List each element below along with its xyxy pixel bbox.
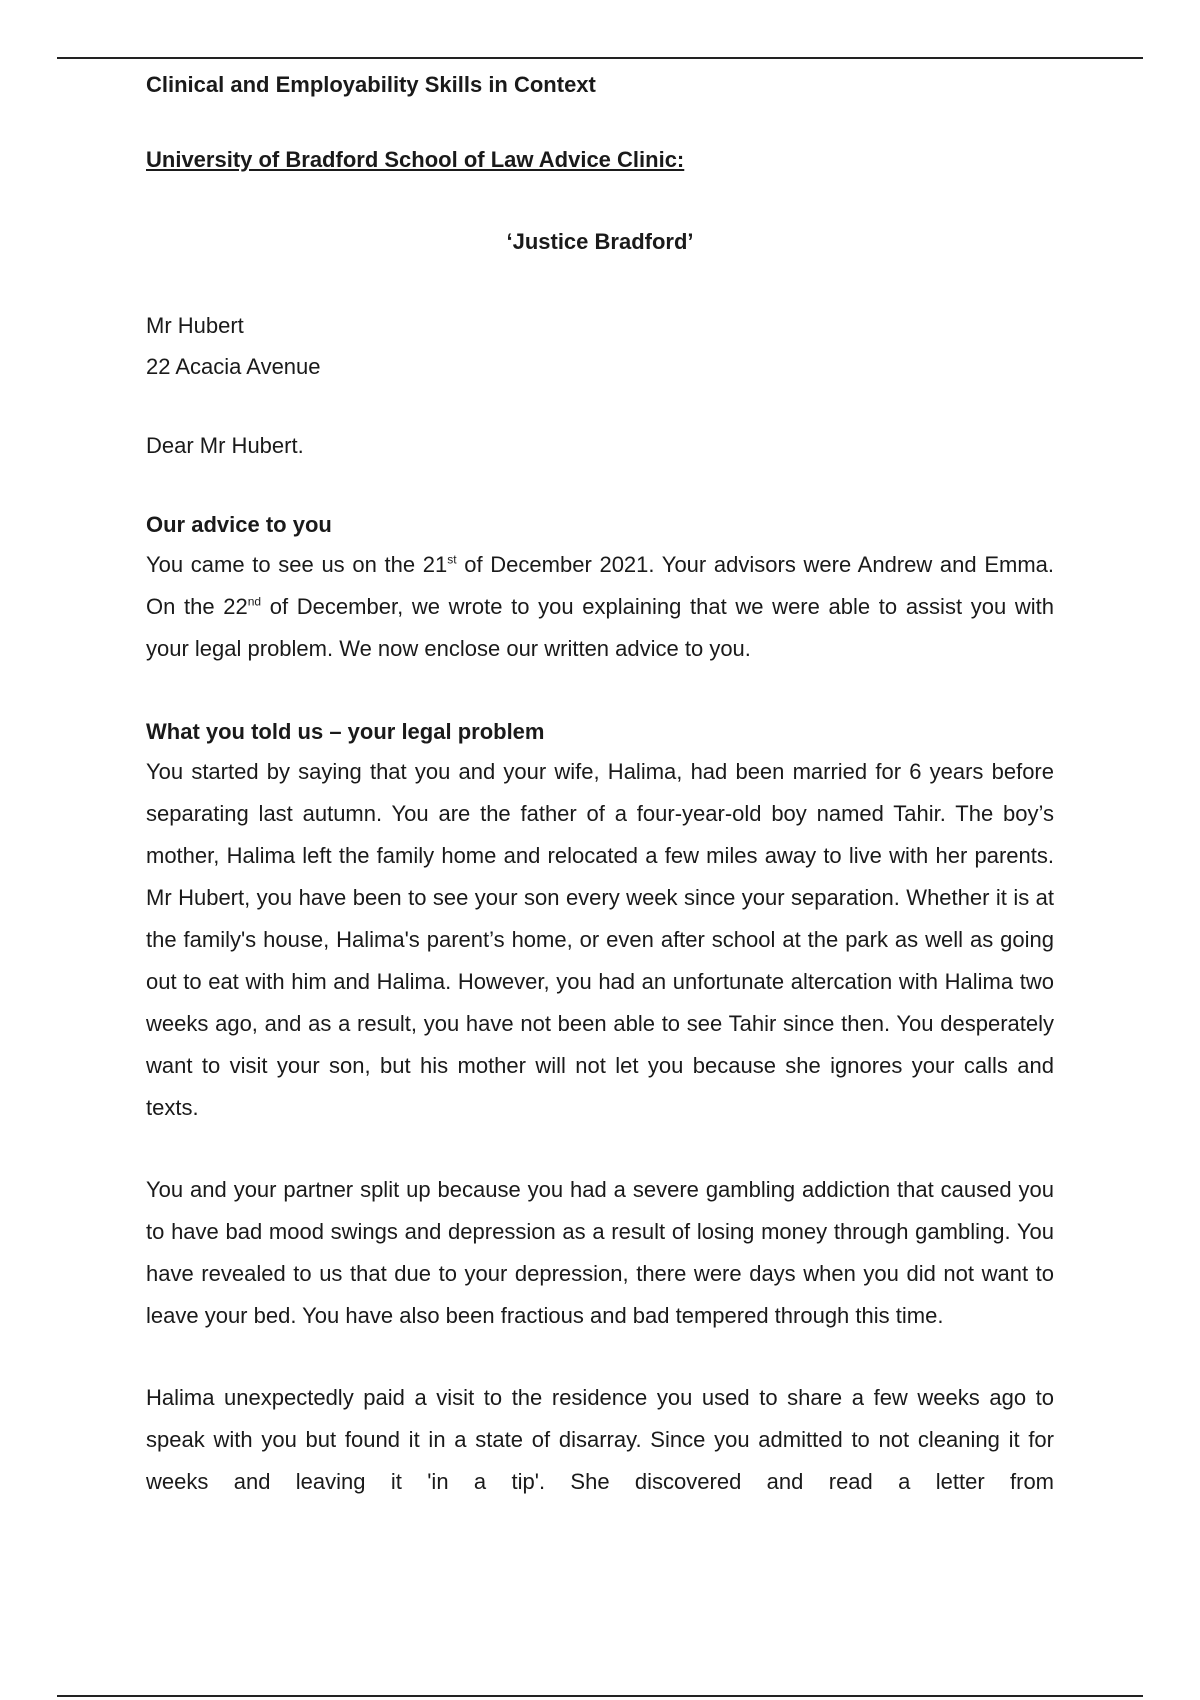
top-rule bbox=[57, 57, 1143, 59]
advice-heading: Our advice to you bbox=[146, 512, 332, 537]
bottom-rule bbox=[57, 1695, 1143, 1697]
advice-text-part2: of December 2021. Your advisors were Andrew and Emma. On the 22 bbox=[146, 552, 1054, 619]
ordinal-suffix-st: st bbox=[447, 552, 457, 567]
clinic-title: University of Bradford School of Law Advice Clinic: bbox=[146, 147, 685, 172]
course-title: Clinical and Employability Skills in Context bbox=[146, 72, 596, 97]
clinic-name: ‘Justice Bradford’ bbox=[506, 229, 694, 254]
recipient-address-line1: 22 Acacia Avenue bbox=[146, 354, 321, 379]
problem-heading: What you told us – your legal problem bbox=[146, 719, 545, 744]
advice-paragraph bbox=[146, 544, 1054, 670]
letter-page bbox=[146, 68, 1054, 1503]
ordinal-suffix-nd: nd bbox=[247, 594, 262, 609]
recipient-name: Mr Hubert bbox=[146, 313, 244, 338]
problem-paragraph-3: Halima unexpectedly paid a visit to the residence you used to share a few weeks ago to speak with you but found it in a state of disarray. Since you admitted to not cleaning it for weeks and leaving it 'in a tip'. She discovered and read a letter from bbox=[146, 1385, 1054, 1494]
advice-text-part1: You came to see us on the 21 bbox=[146, 552, 448, 577]
problem-paragraph-1: You started by saying that you and your wife, Halima, had been married for 6 years before separating last autumn. You are the father of a four-year-old boy named Tahir. The boy’s mother, Halima left the family home and relocated a few miles away to live with her parents. Mr Hubert, you have been to see your son every week since your separation. Whether it is at the family's house, Halima's parent’s home, or even after school at the park as well as going out to eat with him and Halima. However, you had an unfortunate altercation with Halima two weeks ago, and as a result, you have not been able to see Tahir since then. You desperately want to visit your son, but his mother will not let you because she ignores your calls and texts. bbox=[146, 759, 1054, 1120]
recipient-address bbox=[146, 305, 1054, 387]
problem-paragraph-2: You and your partner split up because you had a severe gambling addiction that caused you to have bad mood swings and depression as a result of losing money through gambling. You have revealed to us that due to your depression, there were days when you did not want to leave your bed. You have also been fractious and bad tempered through this time. bbox=[146, 1177, 1054, 1328]
advice-text-part3: of December, we wrote to you explaining that we were able to assist you with your legal problem. We now enclose our written advice to you. bbox=[146, 594, 1054, 661]
salutation: Dear Mr Hubert. bbox=[146, 433, 304, 458]
